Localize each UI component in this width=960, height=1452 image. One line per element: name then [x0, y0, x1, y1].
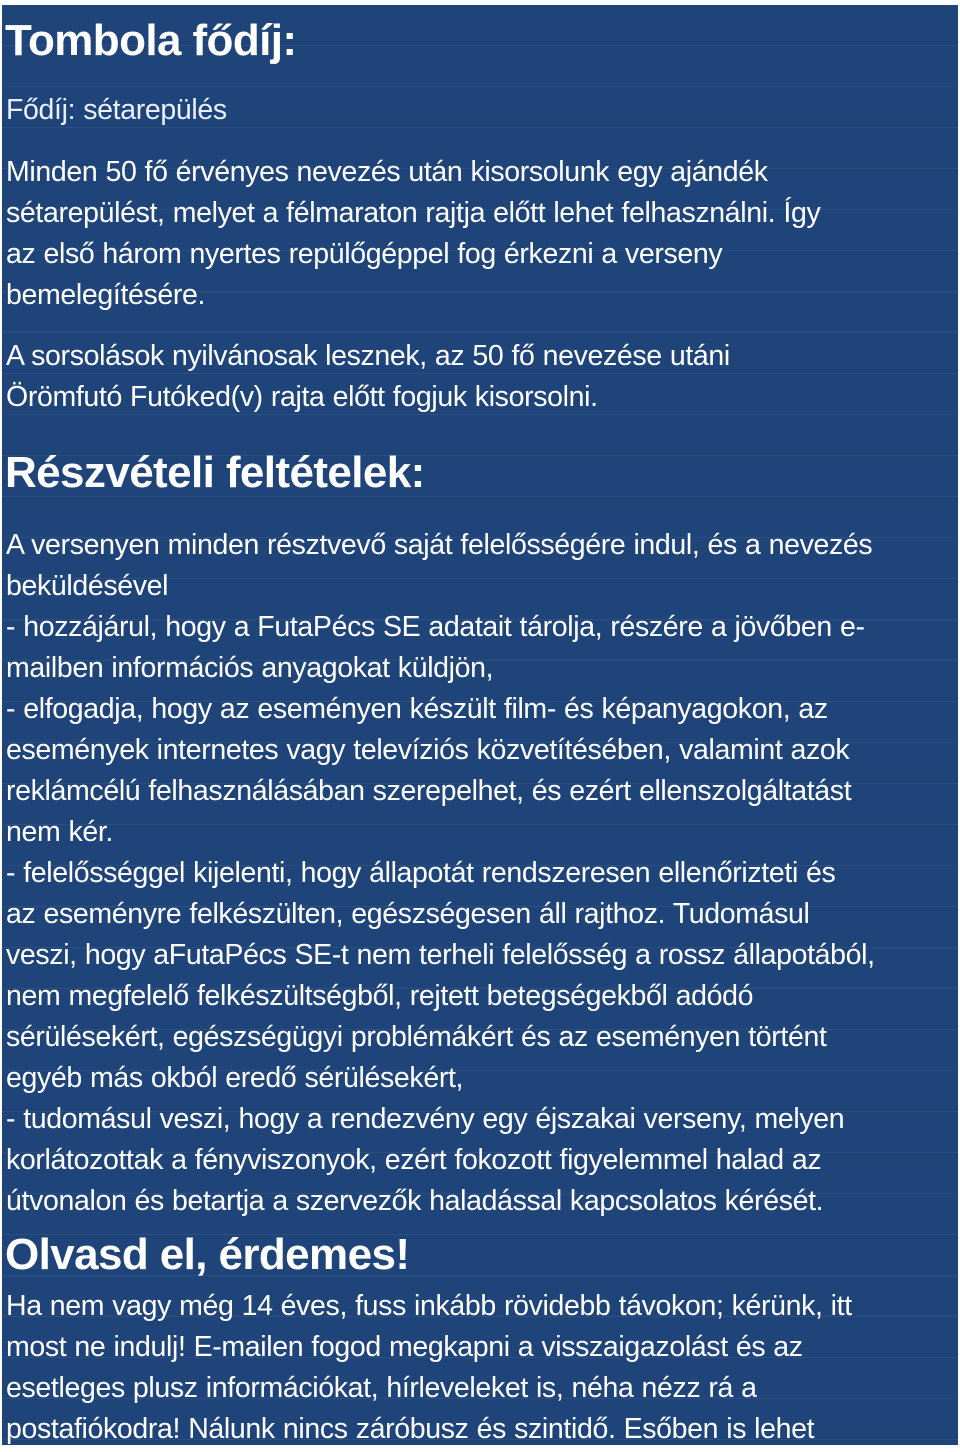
prize-draw-line: A sorsolások nyilvánosak lesznek, az 50 fő nevezése utáni [6, 340, 730, 372]
conditions-line: az eseményre felkészülten, egészségesen áll rajthoz. Tudomásul [6, 898, 810, 930]
prize-draw-line: Örömfutó Futóked(v) rajta előtt fogjuk kisorsolni. [6, 381, 598, 413]
prize-paragraph-line: az első három nyertes repülőgéppel fog érkezni a verseny [6, 238, 723, 270]
conditions-line: egyéb más okból eredő sérülésekért, [6, 1062, 464, 1094]
conditions-line: események internetes vagy televíziós közvetítésében, valamint azok [6, 734, 850, 766]
conditions-line: korlátozottak a fényviszonyok, ezért fokozott figyelemmel halad az [6, 1144, 822, 1176]
prize-paragraph-line: sétarepülést, melyet a félmaraton rajtja előtt lehet felhasználni. Így [6, 197, 821, 229]
conditions-line: - elfogadja, hogy az eseményen készült film- és képanyagokon, az [6, 693, 828, 725]
conditions-line: nem kér. [6, 816, 113, 848]
conditions-line: - hozzájárul, hogy a FutaPécs SE adatait tárolja, részére a jövőben e- [6, 611, 865, 643]
prize-paragraph-line: Minden 50 fő érvényes nevezés után kisorsolunk egy ajándék [6, 156, 768, 188]
conditions-line: sérülésekért, egészségügyi problémákért és az eseményen történt [6, 1021, 827, 1053]
conditions-line: beküldésével [6, 570, 169, 602]
conditions-line: - tudomásul veszi, hogy a rendezvény egy éjszakai verseny, melyen [6, 1103, 845, 1135]
prize-heading: Tombola fődíj: [5, 16, 297, 65]
read-heading: Olvasd el, érdemes! [5, 1230, 410, 1279]
conditions-line: útvonalon és betartja a szervezők haladással kapcsolatos kérését. [6, 1185, 824, 1217]
prize-subtitle: Fődíj: sétarepülés [6, 94, 227, 126]
conditions-line: veszi, hogy aFutaPécs SE-t nem terheli felelősség a rossz állapotából, [6, 939, 875, 971]
read-line: most ne indulj! E-mailen fogod megkapni a visszaigazolást és az [6, 1331, 803, 1363]
conditions-line: A versenyen minden résztvevő saját felelősségére indul, és a nevezés [6, 529, 873, 561]
conditions-line: mailben információs anyagokat küldjön, [6, 652, 494, 684]
conditions-heading: Részvételi feltételek: [5, 448, 425, 497]
read-line: postafiókodra! Nálunk nincs záróbusz és szintidő. Esőben is lehet [6, 1413, 815, 1445]
conditions-line: - felelősséggel kijelenti, hogy állapotát rendszeresen ellenőrizteti és [6, 857, 836, 889]
prize-paragraph-line: bemelegítésére. [6, 279, 206, 311]
read-line: Ha nem vagy még 14 éves, fuss inkább rövidebb távokon; kérünk, itt [6, 1290, 852, 1322]
conditions-line: nem megfelelő felkészültségből, rejtett betegségekből adódó [6, 980, 754, 1012]
read-line: esetleges plusz információkat, hírleveleket is, néha nézz rá a [6, 1372, 757, 1404]
conditions-line: reklámcélú felhasználásában szerepelhet, és ezért ellenszolgáltatást [6, 775, 852, 807]
document-panel [2, 5, 958, 1445]
